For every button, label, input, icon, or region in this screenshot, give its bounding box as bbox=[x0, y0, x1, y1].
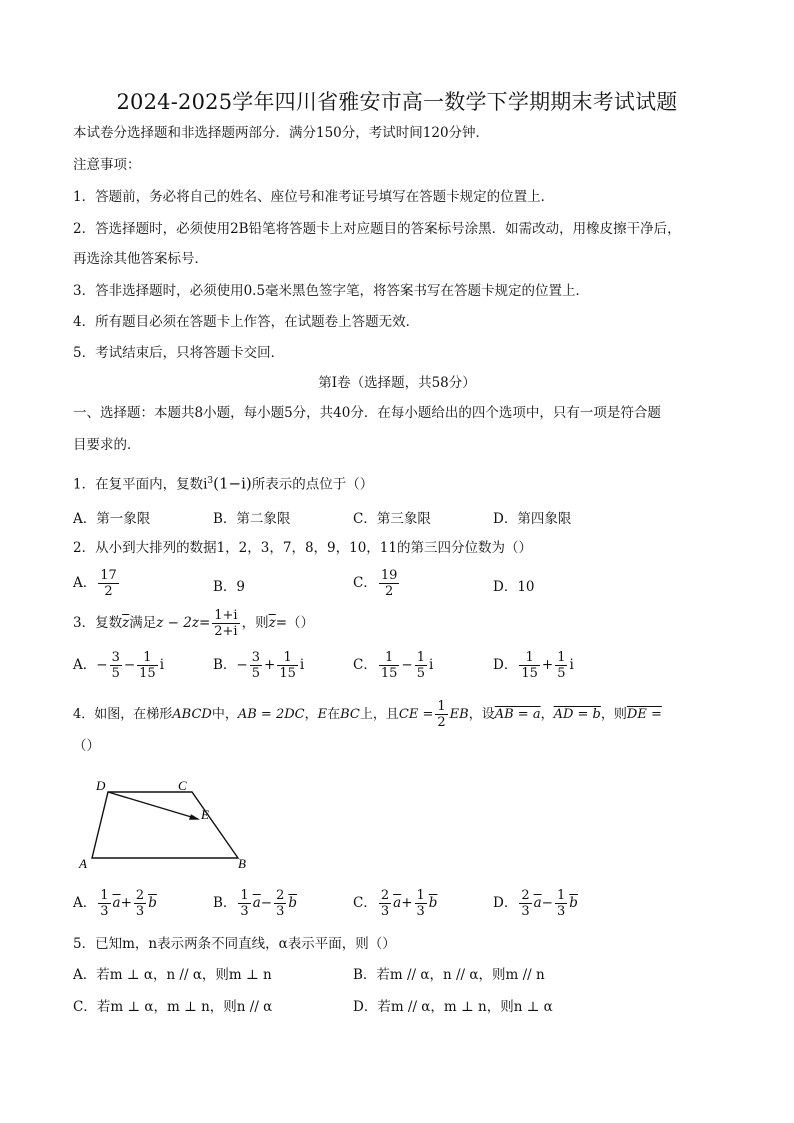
note-item: 3．答非选择题时，必须使用0.5毫米黑色签字笔，将答案书写在答题卡规定的位置上． bbox=[73, 283, 590, 299]
q3-option-c: C． $\frac{1}{15}$ − $\frac{1}{5}$ i bbox=[353, 650, 434, 681]
vector-de bbox=[108, 792, 198, 819]
q2-option-a: A． $\frac{17}{2}$ bbox=[73, 568, 117, 599]
label-b: B bbox=[238, 856, 246, 871]
arrowhead bbox=[189, 814, 200, 819]
section-description: 一、选择题：本题共8小题，每小题5分，共40分．在每小题给出的四个选项中，只有一项是符合题 bbox=[73, 405, 661, 421]
q4-option-b: B． $\frac{1}{3}$ $\overline{a}-$ $\frac{2}{3}$ $\overline{b}$ bbox=[213, 888, 298, 919]
fraction: $\frac{19}{2}$ bbox=[380, 568, 398, 599]
q5-option-a: A．若m ⊥ α，n // α，则m ⊥ n bbox=[73, 967, 272, 983]
q2-option-b: B．9 bbox=[213, 579, 246, 595]
label-c: C bbox=[178, 778, 187, 793]
q3-option-d: D． $\frac{1}{15}$ + $\frac{1}{5}$ i bbox=[493, 650, 574, 681]
q2-option-c: C． $\frac{19}{2}$ bbox=[353, 568, 398, 599]
q3-expression: z − 2z bbox=[156, 615, 199, 631]
fraction: $\frac{17}{2}$ bbox=[100, 568, 117, 599]
q5-option-b: B．若m // α，n // α，则m // n bbox=[353, 967, 545, 983]
q5-option-c: C．若m ⊥ α，m ⊥ n，则n // α bbox=[73, 999, 273, 1015]
question-2-stem: 2．从小到大排列的数据1，2，3，7，8，9，10，11的第三四分位数为（） bbox=[73, 540, 532, 556]
label-a: A bbox=[79, 856, 87, 871]
q4-option-d: D． $\frac{2}{3}$ $\overline{a}-$ $\frac{1}{3}$ $\overline{b}$ bbox=[493, 888, 578, 919]
q4-option-a: A． $\frac{1}{3}$ $\overline{a}+$ $\frac{2}{3}$ $\overline{b}$ bbox=[73, 888, 157, 919]
label-d: D bbox=[96, 778, 106, 793]
q4-option-c: C． $\frac{2}{3}$ $\overline{a}+$ $\frac{1}{3}$ $\overline{b}$ bbox=[353, 888, 438, 919]
q5-option-d: D．若m // α，m ⊥ n，则n ⊥ α bbox=[353, 999, 553, 1015]
note-item: 4．所有题目必须在答题卡上作答，在试题卷上答题无效． bbox=[73, 314, 420, 330]
label-e: E bbox=[201, 807, 209, 822]
q1-option-b: B．第二象限 bbox=[213, 511, 291, 527]
q1-option-d: D．第四象限 bbox=[493, 511, 572, 527]
question-1-stem: 1．在复平面内，复数$i^3(1-i)$所表示的点位于（） bbox=[73, 474, 374, 493]
question-5-stem: 5．已知m，n表示两条不同直线，α表示平面，则（） bbox=[73, 936, 396, 952]
q1-option-a: A．第一象限 bbox=[73, 511, 151, 527]
question-4-stem: 4．如图，在梯形ABCD中，AB = 2DC，E在BC上，且CE = $\frac{1}{2}$ EB，设AB = a，AD = b，则DE = bbox=[73, 699, 662, 730]
question-4-paren: （） bbox=[73, 738, 100, 754]
q3-option-b: B．− $\frac{3}{5}$ + $\frac{1}{15}$ i bbox=[213, 650, 305, 681]
q1-option-c: C．第三象限 bbox=[353, 511, 431, 527]
note-item: 再选涂其他答案标号． bbox=[73, 251, 208, 267]
fraction: $\frac{1+i}{2+i}$ bbox=[214, 608, 238, 639]
intro-text: 本试卷分选择题和非选择题两部分．满分150分，考试时间120分钟． bbox=[73, 125, 490, 141]
section-title: 第Ⅰ卷（选择题，共58分） bbox=[318, 375, 476, 391]
trapezoid-shape bbox=[92, 792, 238, 858]
q3-option-a: A．− $\frac{3}{5}$ − $\frac{1}{15}$ i bbox=[73, 650, 165, 681]
page-title: 2024-2025学年四川省雅安市高一数学下学期期末考试试题 bbox=[116, 90, 678, 114]
note-item: 5．考试结束后，只将答题卡交回． bbox=[73, 345, 285, 361]
section-description: 目要求的． bbox=[73, 437, 141, 453]
note-item: 2．答选择题时，必须使用2B铅笔将答题卡上对应题目的答案标号涂黑．如需改动，用橡皮擦干净后， bbox=[73, 221, 681, 237]
question-3-stem: 3．复数$\overline{z}$满足z − 2z= $\frac{1+i}{2+i}$ ，则$\overline{z}=()$ bbox=[73, 608, 315, 639]
note-item: 1．答题前，务必将自己的姓名、座位号和准考证号填写在答题卡规定的位置上． bbox=[73, 189, 555, 205]
trapezoid-figure bbox=[78, 774, 260, 874]
notes-header: 注意事项： bbox=[73, 157, 141, 173]
q2-option-d: D．10 bbox=[493, 579, 535, 595]
